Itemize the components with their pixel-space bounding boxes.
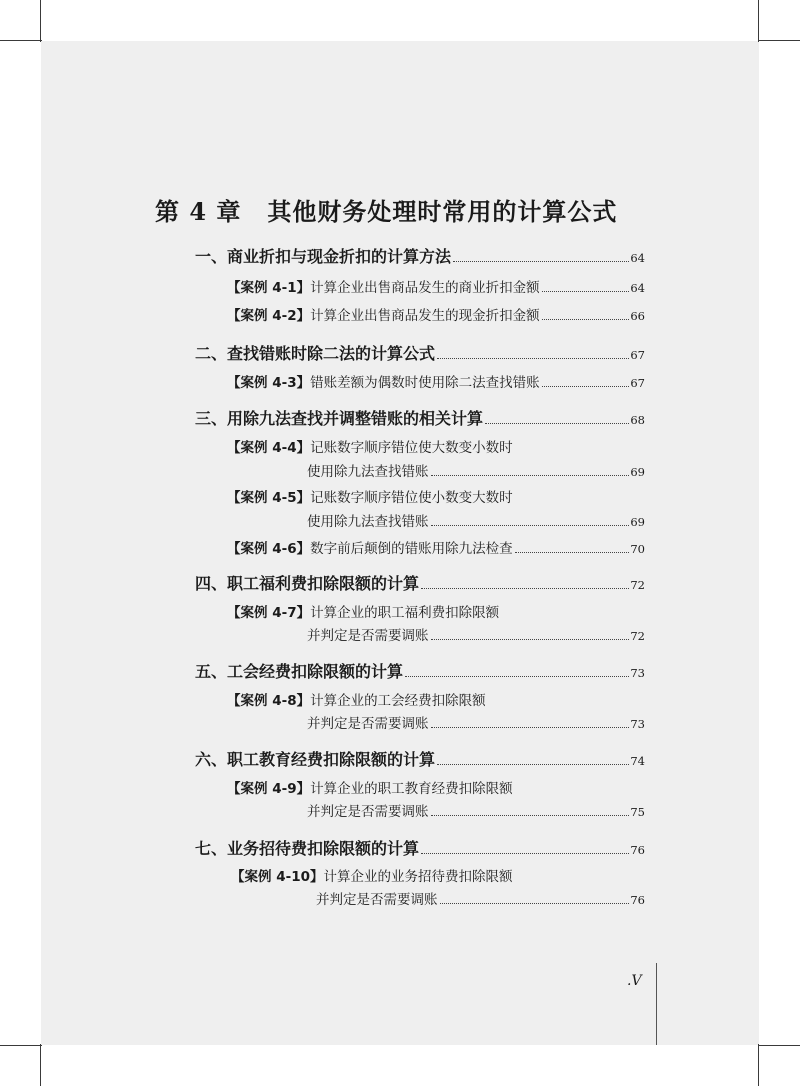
toc-case[interactable] [227, 689, 645, 709]
page-number: 64 [630, 281, 645, 295]
toc-section[interactable] [195, 571, 645, 594]
page-number: 64 [630, 251, 645, 265]
case-title-continued: 并判定是否需要调账 [307, 804, 429, 820]
page-number: 72 [630, 629, 645, 643]
case-label: 【案例 4-7】 [227, 605, 311, 621]
case-label: 【案例 4-9】 [227, 781, 311, 797]
page-number: 67 [630, 348, 645, 362]
toc-section[interactable] [195, 659, 645, 682]
toc-case[interactable] [227, 777, 645, 797]
toc-section[interactable] [195, 244, 645, 267]
page-number: 66 [630, 309, 645, 323]
case-label: 【案例 4-1】 [227, 280, 311, 296]
leader-dots [542, 319, 630, 320]
crop-mark [0, 1045, 42, 1046]
leader-dots [405, 676, 629, 677]
case-title-continued: 使用除九法查找错账 [307, 514, 429, 530]
crop-mark [758, 1044, 759, 1086]
toc-case[interactable] [227, 371, 645, 391]
toc-case-continuation[interactable] [307, 712, 645, 732]
toc-case-continuation[interactable] [307, 800, 645, 820]
case-label: 【案例 4-4】 [227, 440, 311, 456]
case-label: 【案例 4-10】 [231, 869, 324, 885]
case-title: 计算企业出售商品发生的商业折扣金额 [310, 280, 540, 296]
toc-case-continuation[interactable] [307, 460, 645, 480]
case-label: 【案例 4-8】 [227, 693, 311, 709]
page-number: 72 [630, 578, 645, 592]
toc-case[interactable] [227, 537, 645, 557]
leader-dots [431, 639, 630, 640]
toc-case-continuation[interactable] [307, 624, 645, 644]
case-title-continued: 并判定是否需要调账 [316, 892, 438, 908]
case-label: 【案例 4-5】 [227, 490, 311, 506]
case-title: 计算企业出售商品发生的现金折扣金额 [310, 308, 540, 324]
page-number: 73 [630, 717, 645, 731]
toc-case-continuation[interactable] [307, 510, 645, 530]
section-title: 三、用除九法查找并调整错账的相关计算 [195, 409, 484, 428]
crop-mark [758, 40, 800, 41]
page-number: 69 [630, 515, 645, 529]
section-title: 六、职工教育经费扣除限额的计算 [195, 750, 436, 769]
leader-dots [437, 764, 629, 765]
case-title: 计算企业的职工教育经费扣除限额 [310, 781, 513, 797]
case-title: 记账数字顺序错位使小数变大数时 [310, 490, 513, 506]
case-title: 记账数字顺序错位使大数变小数时 [310, 440, 513, 456]
leader-dots [421, 853, 629, 854]
toc-section[interactable] [195, 406, 645, 429]
toc-case-continuation[interactable] [316, 888, 645, 908]
toc-case[interactable] [231, 865, 645, 885]
toc-section[interactable] [195, 836, 645, 859]
crop-mark [758, 0, 759, 42]
leader-dots [542, 291, 630, 292]
page-number: 68 [630, 413, 645, 427]
crop-mark [40, 1044, 41, 1086]
page-number: 67 [630, 376, 645, 390]
toc-case[interactable] [227, 304, 645, 324]
section-title: 一、商业折扣与现金折扣的计算方法 [195, 247, 452, 266]
leader-dots [440, 903, 630, 904]
page-number: 73 [630, 666, 645, 680]
case-title-continued: 并判定是否需要调账 [307, 716, 429, 732]
section-title: 二、查找错账时除二法的计算公式 [195, 344, 436, 363]
leader-dots [453, 261, 629, 262]
leader-dots [542, 386, 630, 387]
section-title: 四、职工福利费扣除限额的计算 [195, 574, 420, 593]
case-title: 计算企业的业务招待费扣除限额 [323, 869, 513, 885]
chapter-title: 其他财务处理时常用的计算公式 [267, 197, 618, 226]
case-label: 【案例 4-3】 [227, 375, 311, 391]
crop-mark [40, 0, 41, 42]
crop-mark [0, 40, 42, 41]
chapter-heading [155, 192, 617, 227]
folio: .V [627, 973, 642, 989]
case-title: 数字前后颠倒的错账用除九法检查 [310, 541, 513, 557]
case-label: 【案例 4-6】 [227, 541, 311, 557]
case-title: 计算企业的职工福利费扣除限额 [310, 605, 500, 621]
section-title: 七、业务招待费扣除限额的计算 [195, 839, 420, 858]
page-number: 74 [630, 754, 645, 768]
page-number: 69 [630, 465, 645, 479]
toc-case[interactable] [227, 436, 645, 456]
toc-section[interactable] [195, 341, 645, 364]
leader-dots [421, 588, 629, 589]
page-number: 76 [630, 843, 645, 857]
leader-dots [431, 525, 630, 526]
case-title-continued: 并判定是否需要调账 [307, 628, 429, 644]
section-title: 五、工会经费扣除限额的计算 [195, 662, 404, 681]
toc-case[interactable] [227, 486, 645, 506]
case-title-continued: 使用除九法查找错账 [307, 464, 429, 480]
leader-dots [515, 552, 630, 553]
leader-dots [431, 815, 630, 816]
leader-dots [437, 358, 629, 359]
leader-dots [431, 727, 630, 728]
crop-mark [758, 1045, 800, 1046]
case-title: 错账差额为偶数时使用除二法查找错账 [310, 375, 540, 391]
leader-dots [431, 475, 630, 476]
page-number: 70 [630, 542, 645, 556]
toc-case[interactable] [227, 276, 645, 296]
page-number: 76 [630, 893, 645, 907]
toc-case[interactable] [227, 601, 645, 621]
chapter-number: 第 4 章 [155, 197, 242, 226]
case-title: 计算企业的工会经费扣除限额 [310, 693, 486, 709]
toc-section[interactable] [195, 747, 645, 770]
folio-rule [656, 963, 657, 1045]
case-label: 【案例 4-2】 [227, 308, 311, 324]
page-number: 75 [630, 805, 645, 819]
leader-dots [485, 423, 629, 424]
